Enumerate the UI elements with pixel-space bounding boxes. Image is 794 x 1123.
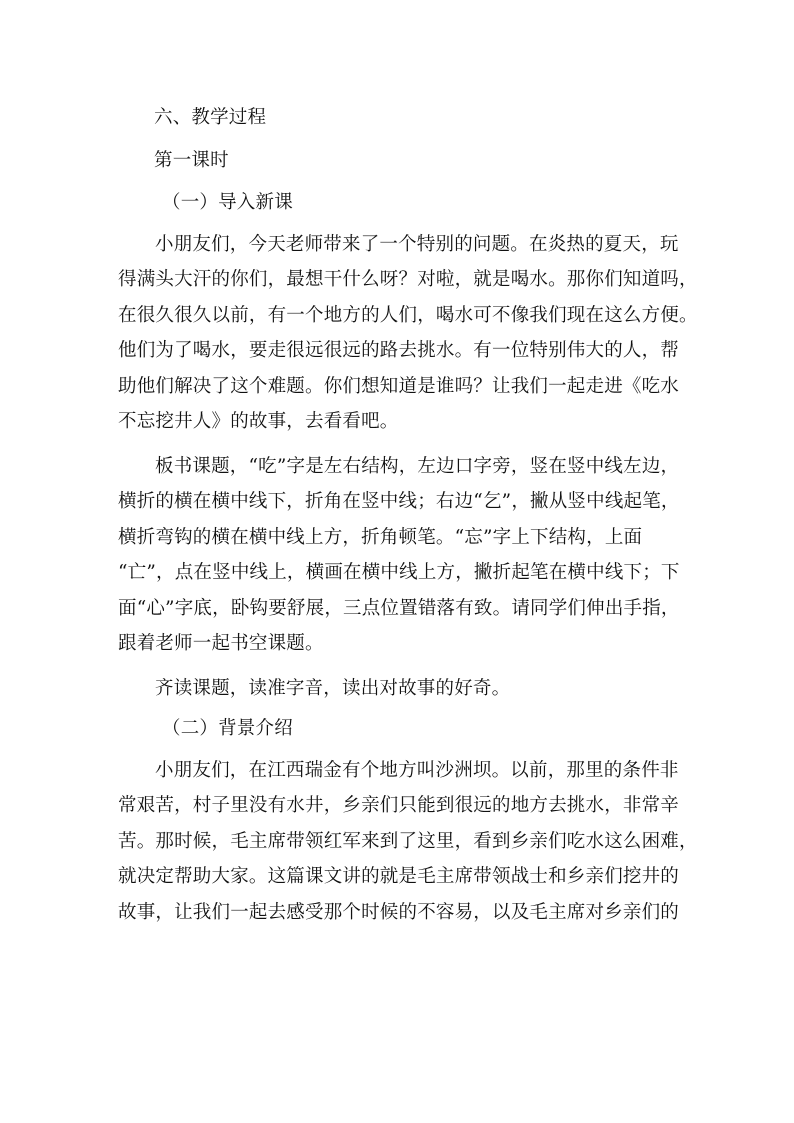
text-line: 板书课题，“吃”字是左右结构，左边口字旁，竖在竖中线左边， (155, 455, 680, 477)
part2-paragraph-1 (118, 753, 698, 931)
part1-paragraph-2 (118, 449, 686, 662)
text-line: 不忘挖井人》的故事，去看看吧。 (118, 411, 399, 432)
text-line: 助他们解决了这个难题。你们想知道是谁吗？让我们一起走进《吃水 (118, 375, 680, 397)
text-line: “亡”，点在竖中线上，横画在横中线上方，撇折起笔在横中线下；下 (118, 562, 680, 583)
part2-title: （二）背景介绍 (162, 718, 293, 739)
document-page (118, 100, 698, 930)
part1-paragraph-1 (118, 227, 698, 440)
lesson-label: 第一课时 (154, 149, 229, 171)
text-line: 常艰苦，村子里没有水井，乡亲们只能到很远的地方去挑水，非常辛 (118, 795, 680, 816)
text-line: 面“心”字底，卧钩要舒展，三点位置错落有致。请同学们伸出手指， (118, 597, 680, 619)
text-line: 就决定帮助大家。这篇课文讲的就是毛主席带领战士和乡亲们挖井的 (118, 866, 680, 887)
text-line: 得满头大汗的你们，最想干什么呀？对啦，就是喝水。那你们知道吗， (118, 269, 698, 290)
text-line: 他们为了喝水，要走很远很远的路去挑水。有一位特别伟大的人，帮 (118, 340, 680, 361)
text-line: 横折的横在横中线下，折角在竖中线；右边“乞”，撇从竖中线起笔， (118, 491, 680, 512)
text-line: 跟着老师一起书空课题。 (118, 633, 324, 654)
part1-title: （一）导入新课 (162, 192, 293, 213)
text-line: 苦。那时候，毛主席带领红军来到了这里，看到乡亲们吃水这么困难， (118, 830, 698, 852)
text-line: 故事，让我们一起去感受那个时候的不容易，以及毛主席对乡亲们的 (118, 901, 680, 923)
text-line: 小朋友们，在江西瑞金有个地方叫沙洲坝。以前，那里的条件非 (155, 759, 679, 781)
text-line: 在很久很久以前，有一个地方的人们，喝水可不像我们现在这么方便。 (118, 304, 698, 326)
part1-paragraph-3: 齐读课题，读准字音，读出对故事的好奇。 (155, 677, 511, 699)
text-line: 小朋友们，今天老师带来了一个特别的问题。在炎热的夏天，玩 (155, 233, 679, 255)
text-line: 横折弯钩的横在横中线上方，折角顿笔。“忘”字上下结构，上面 (118, 526, 643, 548)
section-heading: 六、教学过程 (154, 107, 267, 128)
